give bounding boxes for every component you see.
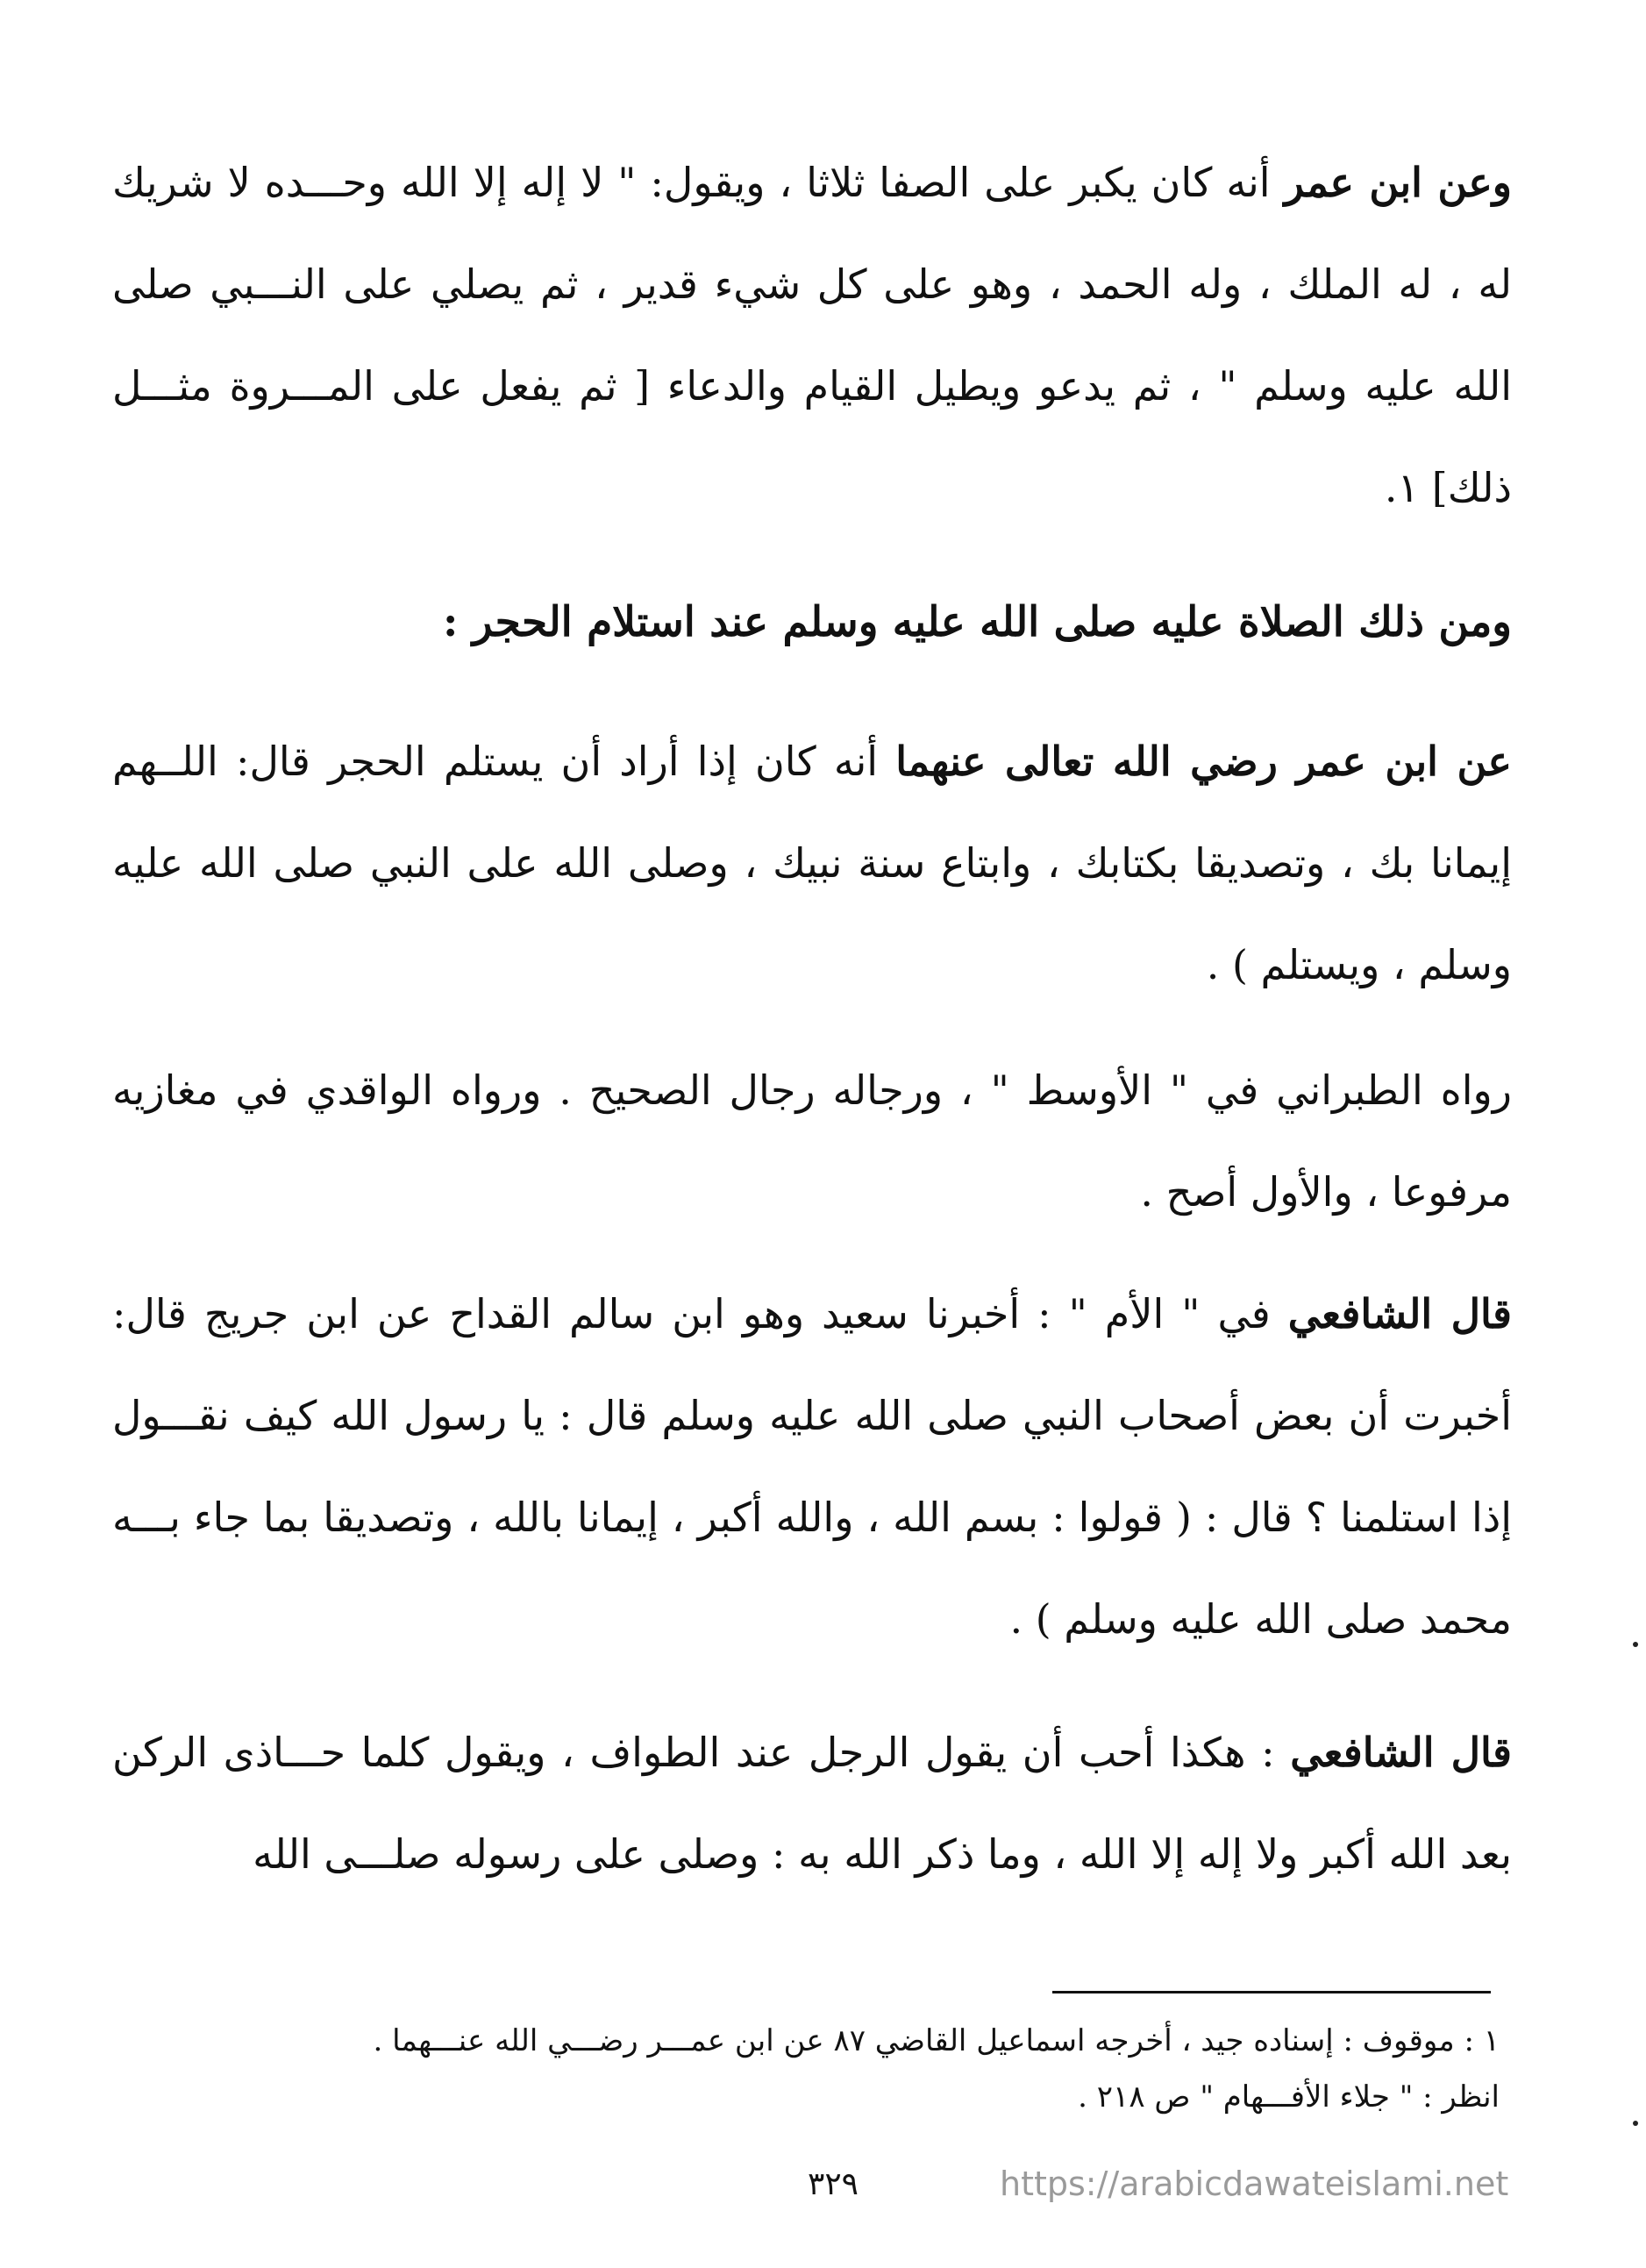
paragraph-5-bold-lead: قال الشافعي <box>1290 1729 1513 1776</box>
watermark-url: https://arabicdawateislami.net <box>1000 2165 1509 2203</box>
footnote-2: انظر : " جلاء الأفـــهام " ص ٢١٨ . <box>1078 2079 1500 2115</box>
scan-speck <box>1633 1642 1638 1647</box>
paragraph-3 <box>112 1039 1512 1243</box>
paragraph-5-text: : هكذا أحب أن يقول الرجل عند الطواف ، ويقول كلما حـــاذى الركن بعد الله أكبر ولا إله إلا الله ، وما ذكر الله به : وصلى على رسوله صلـــى الله <box>112 1729 1512 1878</box>
paragraph-1-bold-lead: وعن ابن عمر <box>1284 159 1513 206</box>
section-heading: ومن ذلك الصلاة عليه صلى الله عليه وسلم عند استلام الحجر : <box>443 598 1512 646</box>
paragraph-1 <box>112 132 1512 538</box>
page-number: ٣٢٩ <box>807 2166 859 2202</box>
paragraph-2 <box>112 710 1512 1016</box>
paragraph-2-text: أنه كان إذا أراد أن يستلم الحجر قال: اللــهم إيمانا بك ، وتصديقا بكتابك ، وابتاع سنة نبيك ، وصلى الله على النبي صلى الله عليه وسلم ، ويستلم ) . <box>112 738 1512 988</box>
paragraph-4-bold-lead: قال الشافعي <box>1287 1290 1512 1337</box>
paragraph-4-text: في " الأم " : أخبرنا سعيد وهو ابن سالم القداح عن ابن جريج قال: أخبرت أن بعض أصحاب النبي صلى الله عليه وسلم قال : يا رسول الله كيف نقـــول إذا استلمنا ؟ قال : ( قولوا : بسم الله ، والله أكبر ، إيمانا بالله ، وتصديقا بما جاء بـــه محمد صلى الله عليه وسلم ) . <box>112 1290 1512 1643</box>
paragraph-2-bold-lead: عن ابن عمر رضي الله تعالى عنهما <box>895 738 1512 785</box>
footnote-1: ١ : موقوف : إسناده جيد ، أخرجه اسماعيل القاضي ٨٧ عن ابن عمـــر رضـــي الله عنـــهما . <box>373 2023 1500 2058</box>
footnote-divider <box>1052 1991 1491 1993</box>
paragraph-3-text: رواه الطبراني في " الأوسط " ، ورجاله رجال الصحيح . ورواه الواقدي في مغازيه مرفوعا ، والأول أصح . <box>112 1066 1512 1216</box>
scan-speck <box>1633 2121 1638 2126</box>
paragraph-5 <box>112 1701 1512 1905</box>
paragraph-4 <box>112 1263 1512 1670</box>
paragraph-1-text: أنه كان يكبر على الصفا ثلاثا ، ويقول: " لا إله إلا الله وحـــده لا شريك له ، له الملك ، وله الحمد ، وهو على كل شيء قدير ، ثم يصلي على النـــبي صلى الله عليه وسلم " ، ثم يدعو ويطيل القيام والدعاء [ ثم يفعل على المـــروة مثـــل ذلك] ١. <box>112 159 1512 511</box>
